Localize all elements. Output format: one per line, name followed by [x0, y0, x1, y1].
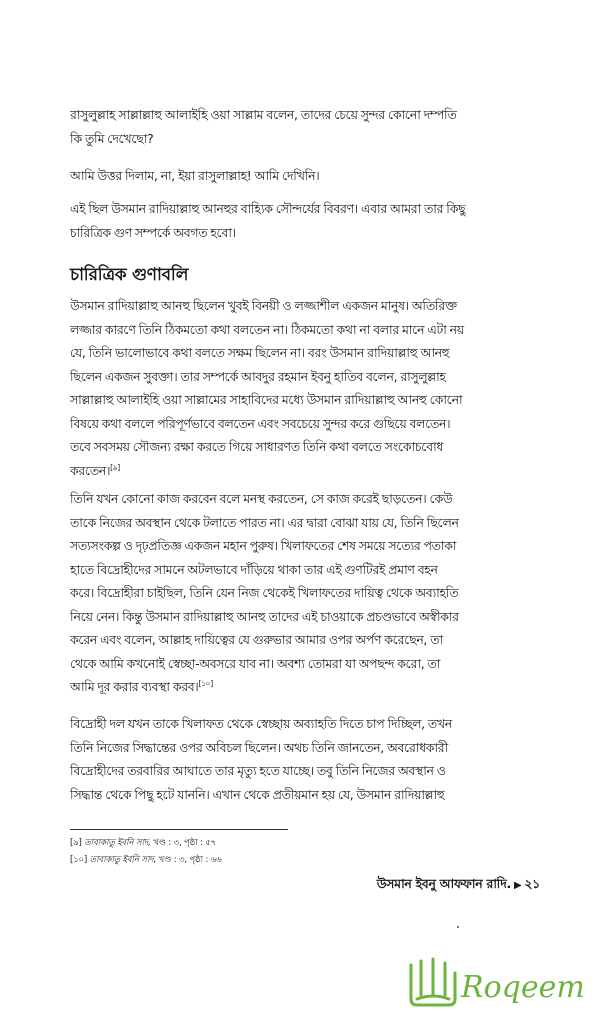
paragraph-intro-2 — [70, 164, 540, 188]
footnote-marker-10[interactable]: [১০] — [198, 678, 213, 688]
section-heading: চারিত্রিক গুণাবলি — [70, 265, 189, 285]
text-line: কি তুমি দেখেছো? — [70, 130, 154, 146]
text-line: তিনি যখন কোনো কাজ করবেন বলে মনস্থ করতেন, সে কাজ করেই ছাড়তেন। কেউ — [70, 491, 453, 506]
text-line: লজ্জার কারণে তিনি ঠিকমতো কথা বলতেন না। ঠিকমতো কথা না বলার মানে এটা নয় — [70, 321, 464, 337]
text-line: সিদ্ধান্ত থেকে পিছু হটে যাননি। এখান থেকে প্রতীয়মান হয় যে, উসমান রাদিয়াল্লাহু — [70, 786, 445, 802]
footnote-number: [৯] — [70, 838, 82, 848]
text-line: বিদ্রোহীদের তরবারির আঘাতে তার মৃত্যু হতে যাচ্ছে। তবু তিনি নিজের অবস্থান ও — [70, 763, 446, 778]
text-line-last — [70, 459, 540, 483]
footnote-source: তাবাকাতু ইবনি সাদ, — [84, 838, 151, 848]
text-line: ছিলেন একজন সুবক্তা। তার সম্পর্কে আবদুর রহমান ইবনু হাতিব বলেন, রাসুলুল্লাহ — [70, 368, 446, 384]
footnote-marker-9[interactable]: [৯] — [110, 462, 120, 472]
text-line: করে। বিদ্রোহীরা চাইছিল, তিনি যেন নিজ থেকেই খিলাফতের দায়িত্ব থেকে অব্যাহতি — [70, 585, 459, 600]
text-line: নিয়ে নেন। কিন্তু উসমান রাদিয়াল্লাহু আনহু তাদের এই চাওয়াকে প্রচণ্ডভাবে অস্বীকার — [70, 608, 459, 624]
footnote-number: [১০] — [70, 855, 88, 865]
text-line: তাকে নিজের অবস্থান থেকে টলাতে পারত না। এর দ্বারা বোঝা যায় যে, তিনি ছিলেন — [70, 514, 459, 530]
footnote-9 — [70, 836, 216, 850]
text-fragment: করতেন। — [70, 462, 111, 478]
running-footer — [377, 876, 540, 896]
logo-emblem-icon — [411, 959, 455, 1005]
footnote-reference: খণ্ড : ৩, পৃষ্ঠা : ৫৭ — [153, 838, 217, 848]
text-line: তবে সবসময় সৌজন্য রক্ষা করতে গিয়ে সাধারণত তিনি কথা বলতে সংকোচবোধ — [70, 439, 444, 454]
stray-dot — [457, 926, 459, 928]
footnote-divider — [70, 829, 288, 830]
text-line-last — [70, 675, 540, 699]
text-line: এই ছিল উসমান রাদিয়াল্লাহু আনহুর বাহ্যিক সৌন্দর্যের বিবরণ। এবার আমরা তার কিছু — [70, 201, 466, 216]
paragraph-intro-1 — [70, 103, 540, 150]
text-line: আমি উত্তর দিলাম, না, ইয়া রাসুলাল্লাহ! আমি দেখিনি। — [70, 168, 320, 183]
text-line: হাতে বিদ্রোহীদের সামনে অটলভাবে দাঁড়িয়ে থাকা তার এই গুণটিরই প্রমাণ বহন — [70, 561, 438, 577]
paragraph-6 — [70, 712, 540, 806]
text-line: তিনি নিজের সিদ্ধান্তের ওপর অবিচল ছিলেন। অথচ তিনি জানতেন, অবরোধকারী — [70, 739, 448, 755]
text-line: থেকে আমি কখনোই স্বেচ্ছা-অবসরে যাব না। অবশ্য তোমরা যা অপছন্দ করো, তা — [70, 655, 441, 671]
book-page — [70, 0, 540, 1019]
page-number: ২১ — [524, 876, 540, 891]
text-line: করেন এবং বলেন, আল্লাহ দায়িত্বের যে গুরুভার আমার ওপর অর্পণ করেছেন, তা — [70, 632, 443, 647]
watermark-logo — [405, 955, 595, 1011]
text-line: সত্যসংকল্প ও দৃঢ়প্রতিজ্ঞ একজন মহান পুরুষ। খিলাফতের শেষ সময়ে সত্যের পতাকা — [70, 538, 457, 553]
text-line: বিষয়ে কথা বললে পরিপূর্ণভাবে বলতেন এবং সবচেয়ে সুন্দর করে গুছিয়ে বলতেন। — [70, 415, 451, 431]
text-line: রাসুলুল্লাহ সাল্লাল্লাহু আলাইহি ওয়া সাল্লাম বলেন, তাদের চেয়ে সুন্দর কোনো দম্পতি — [70, 107, 457, 122]
text-line: উসমান রাদিয়াল্লাহু আনহু ছিলেন খুবই বিনয়ী ও লজ্জাশীল একজন মানুষ। অতিরিক্ত — [70, 298, 457, 313]
paragraph-intro-3 — [70, 197, 540, 244]
watermark-text: Roqeem — [461, 970, 585, 1005]
text-fragment: আমি দূর করার ব্যবস্থা করব। — [70, 679, 199, 694]
text-line: বিদ্রোহী দল যখন তাকে খিলাফত থেকে স্বেচ্ছায় অব্যাহতি দিতে চাপ দিচ্ছিল, তখন — [70, 716, 452, 731]
footnote-source: তাবাকাতু ইবনি সাদ, — [89, 855, 157, 865]
text-line: যে, তিনি ভালোভাবে কথা বলতে সক্ষম ছিলেন না। বরং উসমান রাদিয়াল্লাহু আনহু — [70, 345, 450, 360]
book-title: উসমান ইবনু আফফান রাদি. — [376, 876, 511, 891]
text-line: চারিত্রিক গুণ সম্পর্কে অবগত হবো। — [70, 224, 236, 240]
triangle-right-icon: ▶ — [513, 880, 522, 891]
text-line: সাল্লাল্লাহু আলাইহি ওয়া সাল্লামের সাহাবিদের মধ্যে উসমান রাদিয়াল্লাহু আনহু কোনো — [70, 392, 463, 407]
paragraph-4 — [70, 294, 540, 482]
paragraph-5 — [70, 487, 540, 699]
footnote-10 — [70, 853, 221, 867]
footnote-reference: খণ্ড : ৩, পৃষ্ঠা : ৬৬ — [158, 855, 222, 865]
